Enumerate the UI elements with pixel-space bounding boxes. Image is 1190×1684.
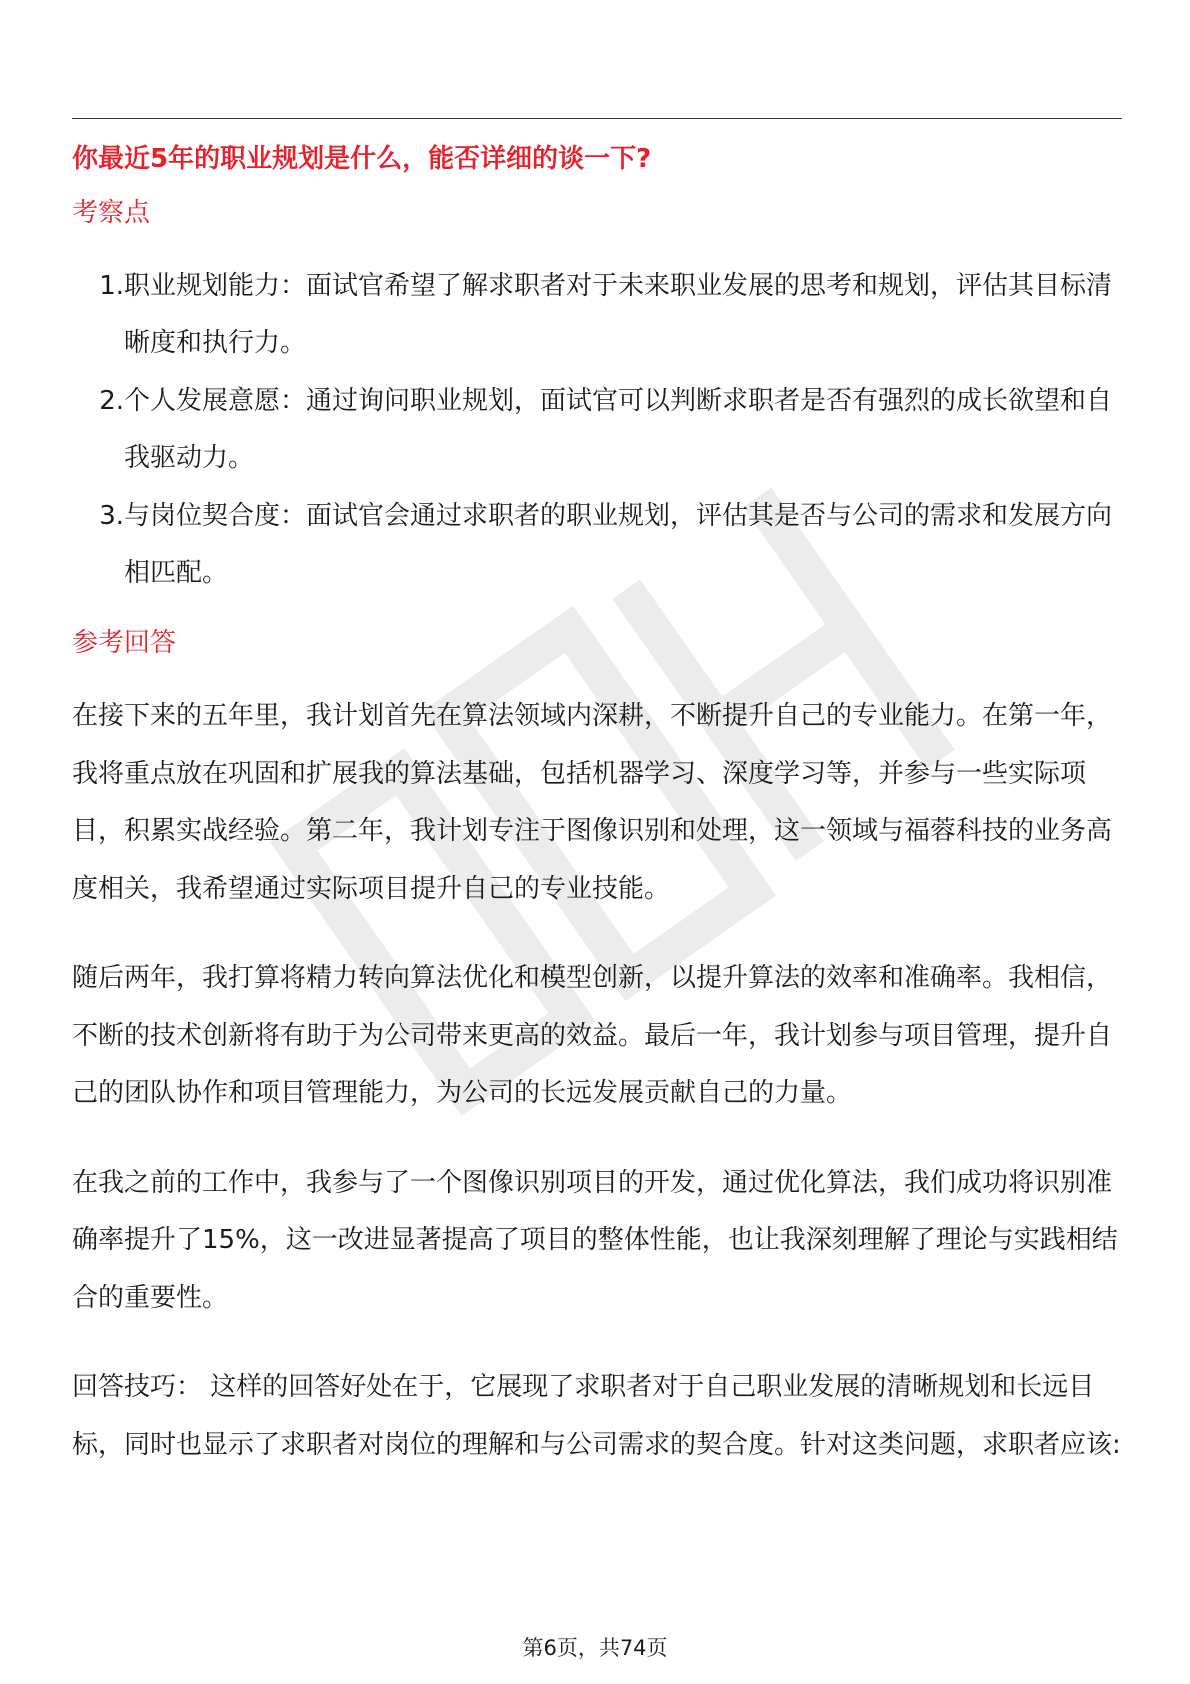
points-section-title: 考察点	[72, 198, 151, 228]
list-item-number: 1.	[99, 271, 124, 301]
list-item-text: 职业规划能力：面试官希望了解求职者对于未来职业发展的思考和规划，评估其目标清晰度和执行力。	[124, 271, 1113, 358]
answer-paragraph: 随后两年，我打算将精力转向算法优化和模型创新，以提升算法的效率和准确率。我相信，不断的技术创新将有助于为公司带来更高的效益。最后一年，我计划参与项目管理，提升自己的团队协作和项目管理能力，为公司的长远发展贡献自己的力量。	[72, 963, 1113, 1108]
list-item-text: 个人发展意愿：通过询问职业规划，面试官可以判断求职者是否有强烈的成长欲望和自我驱动力。	[124, 386, 1113, 473]
page-number-footer: 第6页，共74页	[522, 1636, 668, 1660]
list-item	[72, 488, 1122, 602]
top-divider	[72, 118, 1122, 119]
question-title: 你最近5年的职业规划是什么，能否详细的谈一下?	[72, 144, 652, 174]
list-item-number: 2.	[99, 386, 124, 416]
list-item	[72, 258, 1122, 372]
answer-tips-paragraph: 回答技巧： 这样的回答好处在于，它展现了求职者对于自己职业发展的清晰规划和长远目标，同时也显示了求职者对岗位的理解和与公司需求的契合度。针对这类问题，求职者应该:	[72, 1372, 1121, 1460]
list-item-number: 3.	[99, 501, 124, 531]
answer-paragraph: 在接下来的五年里，我计划首先在算法领域内深耕，不断提升自己的专业能力。在第一年，我将重点放在巩固和扩展我的算法基础，包括机器学习、深度学习等，并参与一些实际项目，积累实战经验。第二年，我计划专注于图像识别和处理，这一领域与福蓉科技的业务高度相关，我希望通过实际项目提升自己的专业技能。	[72, 701, 1113, 904]
page-content	[72, 134, 1122, 1506]
list-item-text: 与岗位契合度：面试官会通过求职者的职业规划，评估其是否与公司的需求和发展方向相匹配。	[124, 501, 1113, 588]
answer-section-title: 参考回答	[72, 628, 177, 658]
answer-paragraph: 在我之前的工作中，我参与了一个图像识别项目的开发，通过优化算法，我们成功将识别准确率提升了15%，这一改进显著提高了项目的整体性能，也让我深刻理解了理论与实践相结合的重要性。	[72, 1167, 1118, 1313]
list-item	[72, 373, 1122, 487]
points-list	[72, 258, 1122, 602]
